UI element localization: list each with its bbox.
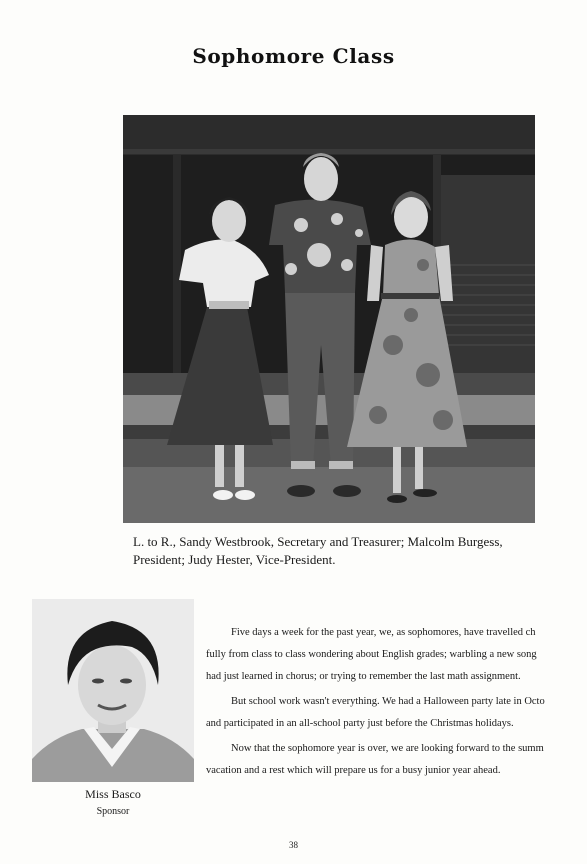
text-line: and participated in an all-school party just before the Christmas holidays.: [206, 718, 514, 729]
sponsor-name: Miss Basco: [85, 787, 141, 801]
sponsor-portrait: [32, 599, 194, 782]
text-line: But school work wasn't everything. We had a Halloween party late in Octo: [231, 696, 545, 707]
page-title: Sophomore Class: [192, 44, 395, 68]
caption-line: President; Judy Hester, Vice-President.: [133, 552, 336, 567]
text-line: vacation and a rest which will prepare us for a busy junior year ahead.: [206, 765, 501, 776]
photo-caption: [133, 533, 533, 569]
class-officers-photo: [123, 115, 535, 523]
text-line: fully from class to class wondering about English grades; warbling a new song: [206, 649, 537, 660]
sponsor-role: Sponsor: [96, 806, 130, 817]
text-line: Five days a week for the past year, we, as sophomores, have travelled ch: [231, 627, 536, 638]
text-line: Now that the sophomore year is over, we are looking forward to the summ: [231, 743, 544, 754]
class-summary-text: [206, 622, 587, 782]
caption-line: L. to R., Sandy Westbrook, Secretary and Treasurer; Malcolm Burgess,: [133, 534, 503, 549]
text-line: had just learned in chorus; or trying to remember the last math assignment.: [206, 671, 521, 682]
page-number: 38: [289, 840, 298, 850]
